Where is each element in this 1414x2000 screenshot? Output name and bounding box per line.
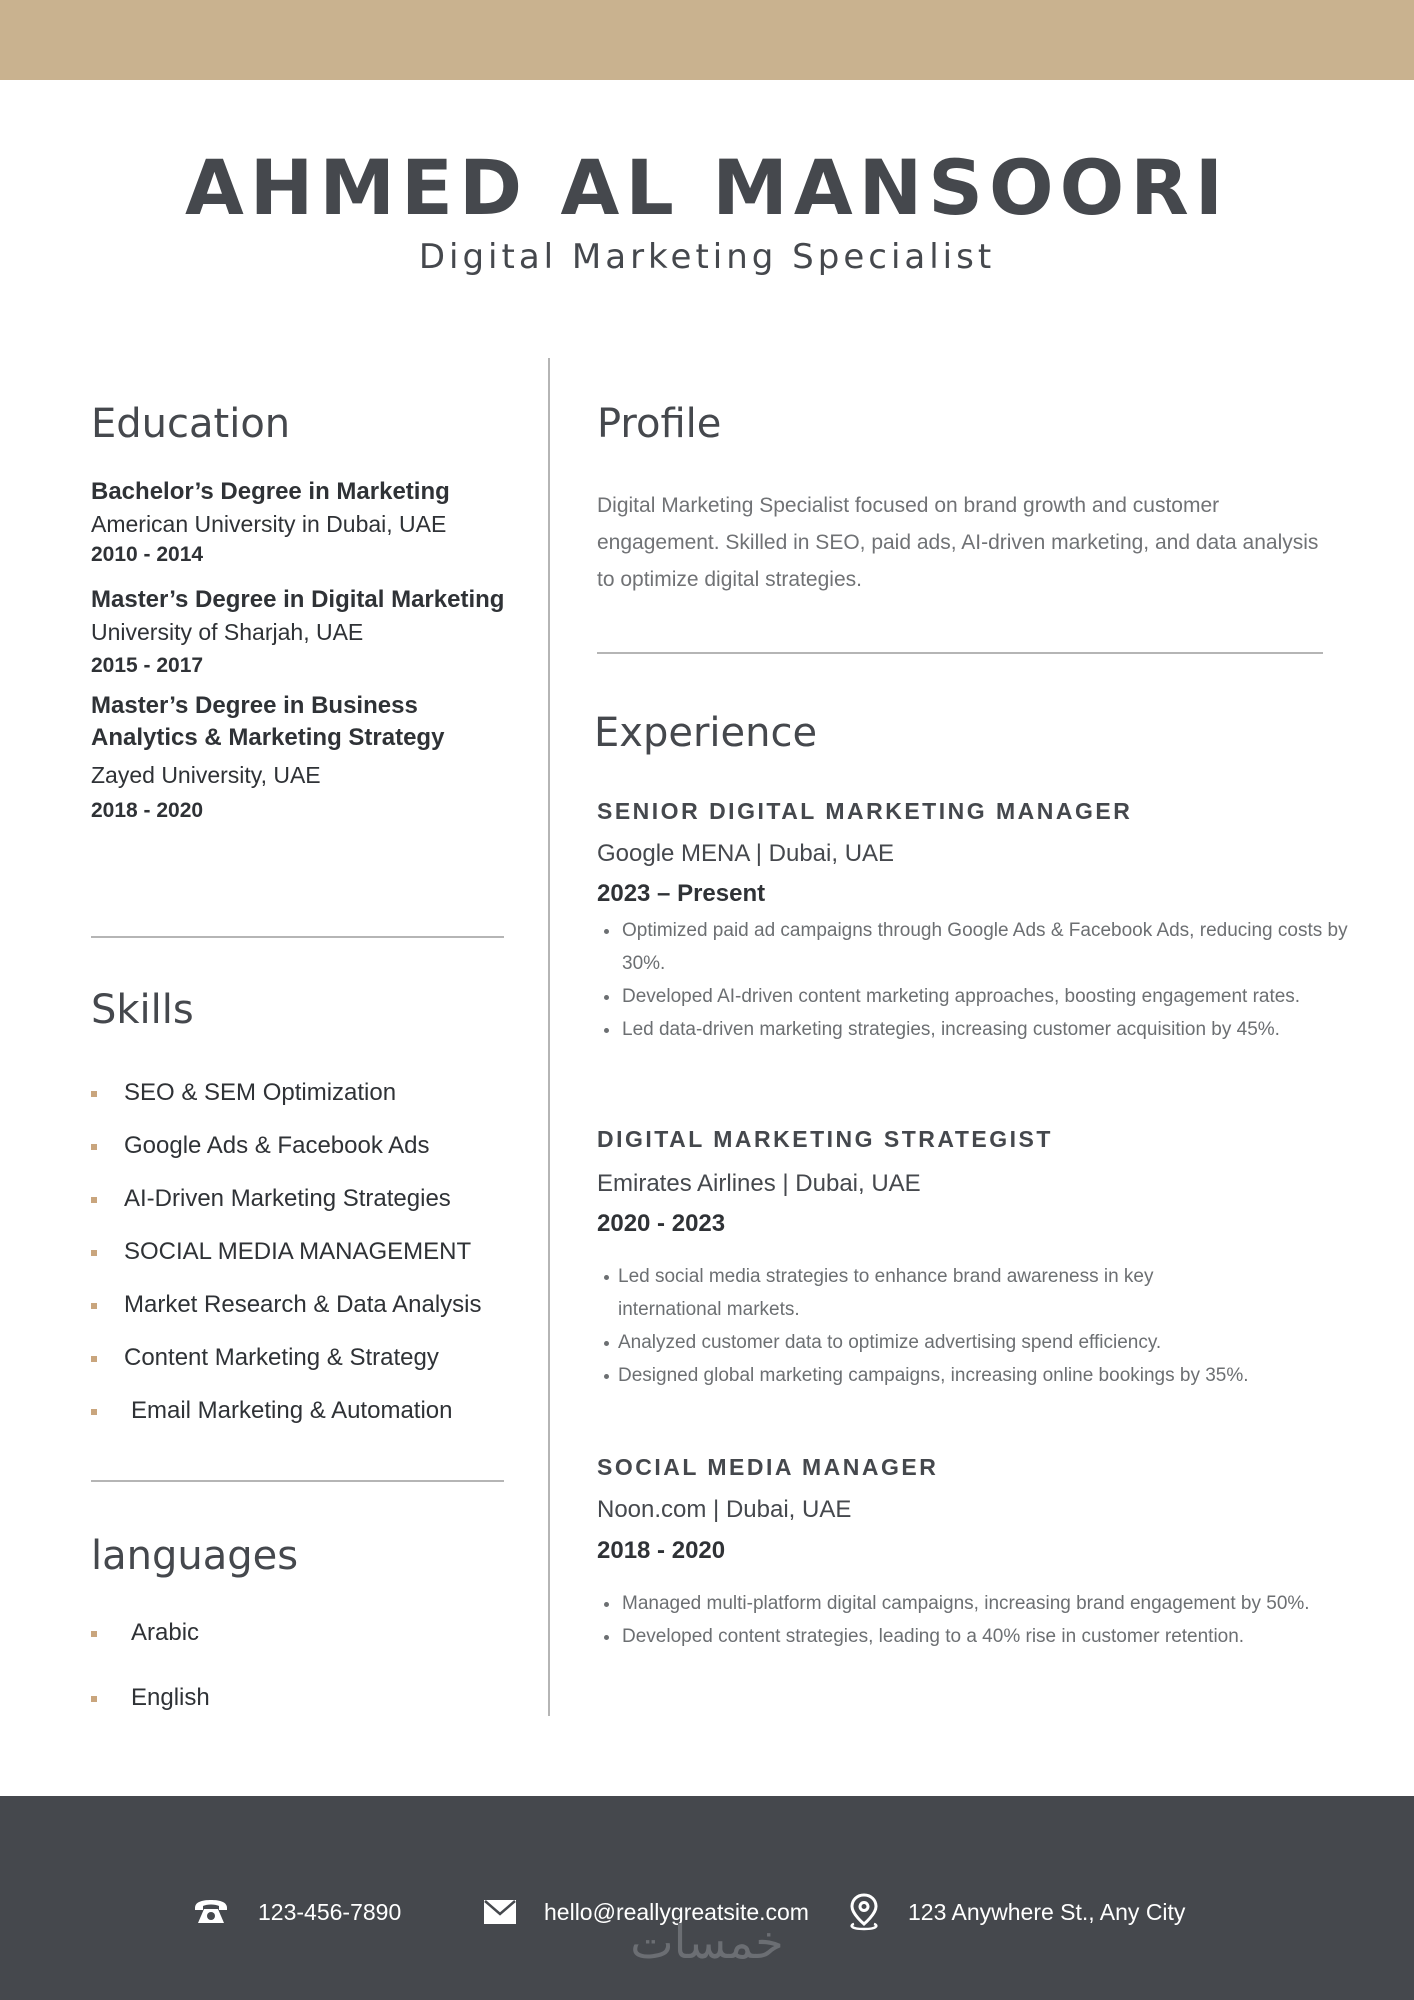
job-bullet: Led data-driven marketing strategies, increasing customer acquisition by 45%. xyxy=(597,1013,1387,1046)
section-divider xyxy=(91,1480,504,1482)
bullet-square xyxy=(91,1091,97,1097)
job-dates: 2023 – Present xyxy=(597,880,766,907)
job-title: SENIOR DIGITAL MARKETING MANAGER xyxy=(597,798,1133,824)
profile-summary: Digital Marketing Specialist focused on brand growth and customer engagement. Skilled in SEO, paid ads, AI-driven marketing, and data analysis to optimize digital strategies. xyxy=(597,494,1319,591)
skill-item xyxy=(91,1337,481,1390)
education-years: 2018 - 2020 xyxy=(91,799,204,822)
skill-item xyxy=(91,1231,481,1284)
top-accent-band xyxy=(0,0,1414,80)
experience-item xyxy=(597,796,1387,1046)
job-bullet: Led social media strategies to enhance brand awareness in key international markets. xyxy=(597,1260,1257,1326)
job-bullets xyxy=(597,914,1387,1046)
education-degree: Bachelor’s Degree in Marketing xyxy=(91,478,450,505)
bullet-square xyxy=(91,1197,97,1203)
skill-item xyxy=(91,1125,481,1178)
education-degree: Master’s Degree in Business Analytics & Marketing Strategy xyxy=(91,692,445,751)
education-school: University of Sharjah, UAE xyxy=(91,619,364,645)
education-item xyxy=(91,476,551,570)
skills-list xyxy=(91,1072,481,1443)
watermark-logo: خمسات xyxy=(630,1915,784,1969)
job-title: SOCIAL MEDIA MANAGER xyxy=(597,1454,939,1480)
languages-list xyxy=(91,1612,210,1742)
education-years: 2010 - 2014 xyxy=(91,543,204,566)
job-bullet: Developed content strategies, leading to a 40% rise in customer retention. xyxy=(597,1620,1317,1653)
contact-footer xyxy=(0,1796,1414,2000)
job-bullet: Managed multi-platform digital campaigns, increasing brand engagement by 50%. xyxy=(597,1587,1317,1620)
job-bullet: Developed AI-driven content marketing approaches, boosting engagement rates. xyxy=(597,980,1387,1013)
language-label: English xyxy=(131,1684,210,1711)
skill-item xyxy=(91,1072,481,1125)
job-company: Noon.com | Dubai, UAE xyxy=(597,1496,852,1523)
skill-label: AI-Driven Marketing Strategies xyxy=(124,1185,451,1212)
job-bullet: Analyzed customer data to optimize advertising spend efficiency. xyxy=(597,1326,1257,1359)
experience-heading: Experience xyxy=(594,710,818,756)
experience-item xyxy=(597,1124,1387,1392)
profile-heading: Profile xyxy=(597,401,722,447)
skill-label: Content Marketing & Strategy xyxy=(124,1344,439,1371)
job-title: DIGITAL MARKETING STRATEGIST xyxy=(597,1126,1053,1152)
language-label: Arabic xyxy=(131,1619,200,1646)
skill-label: SEO & SEM Optimization xyxy=(124,1079,397,1106)
bullet-square xyxy=(91,1303,97,1309)
education-item xyxy=(91,584,551,681)
job-company: Google MENA | Dubai, UAE xyxy=(597,840,895,867)
education-degree: Master’s Degree in Digital Marketing xyxy=(91,586,505,613)
job-dates: 2018 - 2020 xyxy=(597,1537,726,1564)
education-school: American University in Dubai, UAE xyxy=(91,511,447,537)
skill-item xyxy=(91,1284,481,1337)
bullet-square xyxy=(91,1356,97,1362)
candidate-role: Digital Marketing Specialist xyxy=(418,237,996,277)
experience-item xyxy=(597,1452,1387,1653)
education-heading: Education xyxy=(91,401,291,447)
education-years: 2015 - 2017 xyxy=(91,654,204,677)
bullet-square xyxy=(91,1696,97,1702)
job-company: Emirates Airlines | Dubai, UAE xyxy=(597,1170,921,1197)
phone-number: 123-456-7890 xyxy=(258,1898,402,1925)
skill-item xyxy=(91,1390,481,1443)
education-school: Zayed University, UAE xyxy=(91,762,321,788)
job-bullets xyxy=(597,1260,1257,1392)
section-divider xyxy=(91,936,504,938)
email-address: hello@reallygreatsite.com xyxy=(544,1898,809,1925)
skill-label: Market Research & Data Analysis xyxy=(124,1291,482,1318)
section-divider xyxy=(597,652,1323,654)
job-dates: 2020 - 2023 xyxy=(597,1210,726,1237)
bullet-square xyxy=(91,1409,97,1415)
bullet-square xyxy=(91,1250,97,1256)
skill-label: SOCIAL MEDIA MANAGEMENT xyxy=(124,1238,472,1265)
language-item xyxy=(91,1677,210,1742)
skill-item xyxy=(91,1178,481,1231)
skills-heading: Skills xyxy=(91,987,194,1033)
job-bullets xyxy=(597,1587,1317,1653)
address-text: 123 Anywhere St., Any City xyxy=(908,1898,1186,1925)
bullet-square xyxy=(91,1631,97,1637)
bullet-square xyxy=(91,1144,97,1150)
language-item xyxy=(91,1612,210,1677)
candidate-name: AHMED AL MANSOORI xyxy=(184,143,1230,232)
skill-label: Google Ads & Facebook Ads xyxy=(124,1132,430,1159)
skill-label: Email Marketing & Automation xyxy=(131,1397,453,1424)
job-bullet: Designed global marketing campaigns, increasing online bookings by 35%. xyxy=(597,1359,1257,1392)
languages-heading: languages xyxy=(91,1533,299,1579)
job-bullet: Optimized paid ad campaigns through Google Ads & Facebook Ads, reducing costs by 30%. xyxy=(597,914,1387,980)
education-item xyxy=(91,690,491,826)
